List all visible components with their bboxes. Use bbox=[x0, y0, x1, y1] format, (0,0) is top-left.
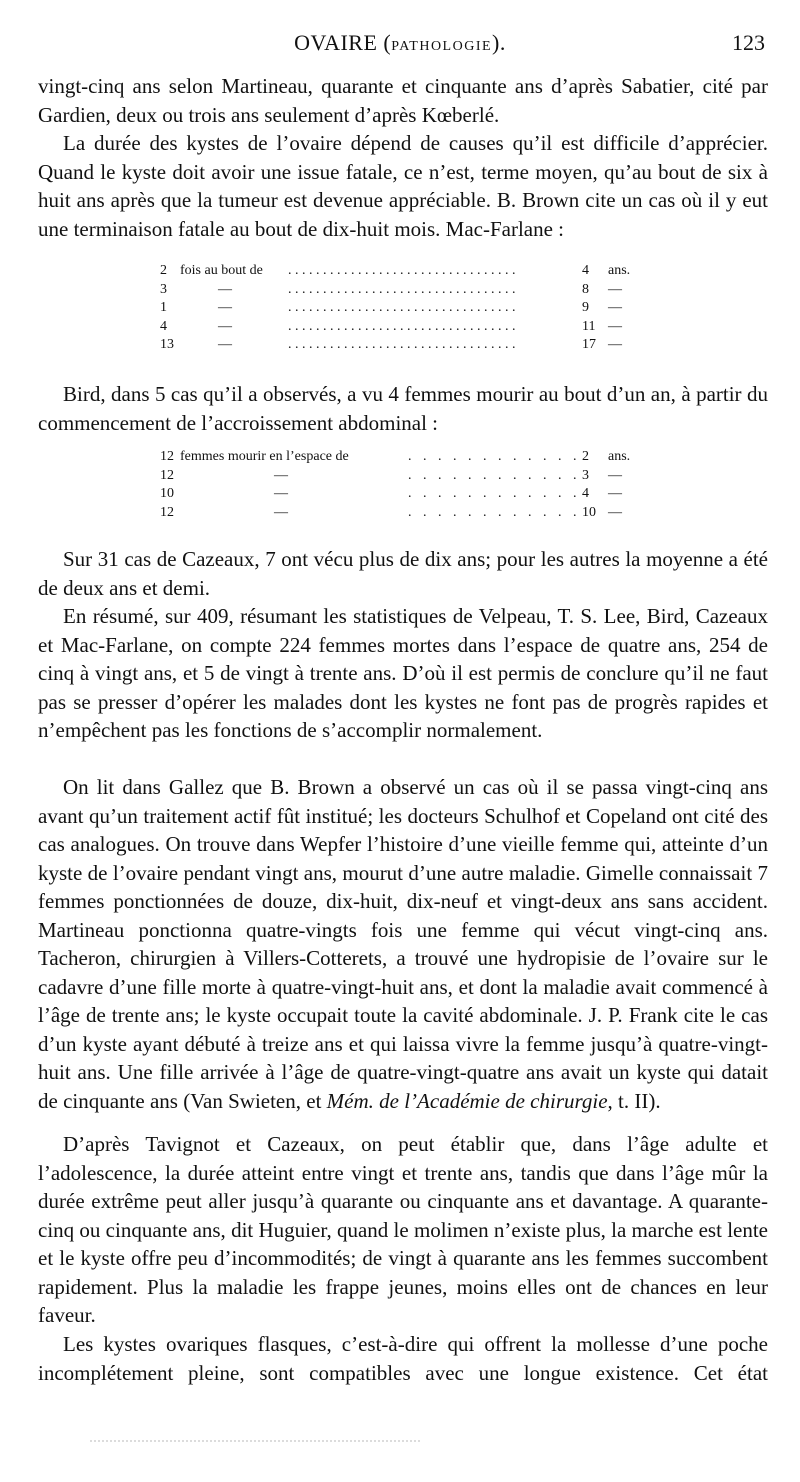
table-row: 13 — . . . . . . . . . . . . . . . . . . . . . . . . . . . . . . . . . 17 — bbox=[160, 337, 622, 352]
running-header bbox=[0, 30, 800, 60]
paragraph-4: Sur 31 cas de Cazeaux, 7 ont vécu plus de dix ans; pour les autres la moyenne a été de deux ans et demi. bbox=[38, 547, 768, 600]
running-title: OVAIRE (PATHOLOGIE). bbox=[294, 30, 506, 55]
table-row: 12 — . . . . . . . . . . . . 3 — bbox=[160, 467, 622, 483]
table-row: 12 femmes mourir en l’espace de . . . . . . . . . . . . 2 ans. bbox=[160, 449, 631, 464]
paragraph-6: On lit dans Gallez que B. Brown a observé un cas où il se passa vingt-cinq ans avant qu’un traitement actif fût institué; les docteurs Schulhof et Copeland ont cité des cas analogues. On trouve dans Wepfer l’histoire d’une vieille femme qui, atteinte d’un kyste de l’ovaire pendant vingt ans, mourut d’une autre maladie. Gimelle connaissait 7 femmes ponctionnées de douze, dix-huit, dix-neuf et vingt-deux ans sans accident. Martineau ponctionna quatre-vingts fois une femme qui vécut vingt-cinq ans. Tacheron, chirurgien à Villers-Cotterets, a trouvé une hydropisie de l’ovaire sur le cadavre d’une fille morte à quatre-vingt-huit ans, et dont la maladie avait commencé à l’âge de trente ans; le kyste occupait toute la cavité abdominale. J. P. Frank cite le cas d’un kyste ayant débuté à treize ans et qui laissa vivre la femme jusqu’à quatre-vingt-huit ans. Une fille arrivée à l’âge de quatre-vingt-quatre ans avait un kyste qui datait de cinquante ans (Van Swieten, et Mém. de l’Académie de chirurgie, t. II). bbox=[38, 775, 768, 1113]
table-row: 3 — . . . . . . . . . . . . . . . . . . . . . . . . . . . . . . . . . 8 — bbox=[160, 281, 622, 297]
table-bird bbox=[160, 448, 640, 522]
paragraph-5: En résumé, sur 409, résumant les statistiques de Velpeau, T. S. Lee, Bird, Cazeaux et Mac-Farlane, on compte 224 femmes mortes dans l’espace de quatre ans, 254 de cinq à vingt ans, et 5 de vingt à trente ans. D’où il est permis de conclure qu’il ne faut pas se presser d’opérer les malades dont les kystes ne font pas de progrès rapides et n’empêchent pas les fonctions de s’accomplir normalement. bbox=[38, 604, 768, 742]
paragraph-1: vingt-cinq ans selon Martineau, quarante et cinquante ans d’après Sabatier, cité par Gardien, deux ou trois ans seulement d’après Kœberlé. bbox=[38, 74, 768, 127]
table-row: 12 — . . . . . . . . . . . . 10 — bbox=[160, 504, 622, 520]
table-row: 4 — . . . . . . . . . . . . . . . . . . . . . . . . . . . . . . . . . 11 — bbox=[160, 318, 622, 334]
paragraph-7: D’après Tavignot et Cazeaux, on peut établir que, dans l’âge adulte et l’adolescence, la durée atteint entre vingt et trente ans, tandis que dans l’âge mûr la durée extrême peut aller jusqu’à quarante ou cinquante ans et davantage. A quarante-cinq ou cinquante ans, dit Huguier, quand le molimen n’existe plus, la marche est lente et le kyste offre peu d’incommodités; de vingt à quarante ans les femmes succombent rapidement. Plus la maladie les frappe jeunes, moins elles ont de chances en leur faveur. bbox=[38, 1132, 768, 1327]
table-row: 1 — . . . . . . . . . . . . . . . . . . . . . . . . . . . . . . . . . 9 — bbox=[160, 300, 622, 315]
scan-artifact-dots bbox=[90, 1440, 420, 1442]
page-number: 123 bbox=[732, 30, 765, 55]
paragraph-8: Les kystes ovariques flasques, c’est-à-dire qui offrent la mollesse d’une poche incomplétement pleine, sont compatibles avec une longue existence. Cet état bbox=[38, 1332, 768, 1385]
paragraph-3: Bird, dans 5 cas qu’il a observés, a vu 4 femmes mourir au bout d’un an, à partir du commencement de l’accroissement abdominal : bbox=[38, 382, 768, 435]
reference-title: Mém. de l’Académie de chirurgie bbox=[326, 1088, 608, 1113]
paragraph-2: La durée des kystes de l’ovaire dépend de causes qu’il est difficile d’apprécier. Quand le kyste doit avoir une issue fatale, ce n’est, terme moyen, qu’au bout de six à huit ans après que la tumeur est devenue appréciable. B. Brown cite un cas où il y eut une terminaison fatale au bout de dix-huit mois. Mac-Farlane : bbox=[38, 131, 768, 241]
table-row: 2 fois au bout de . . . . . . . . . . . . . . . . . . . . . . . . . . . . . . . . . 4 ans. bbox=[160, 263, 631, 278]
table-mac-farlane bbox=[160, 262, 640, 355]
table-row: 10 — . . . . . . . . . . . . 4 — bbox=[160, 486, 622, 501]
